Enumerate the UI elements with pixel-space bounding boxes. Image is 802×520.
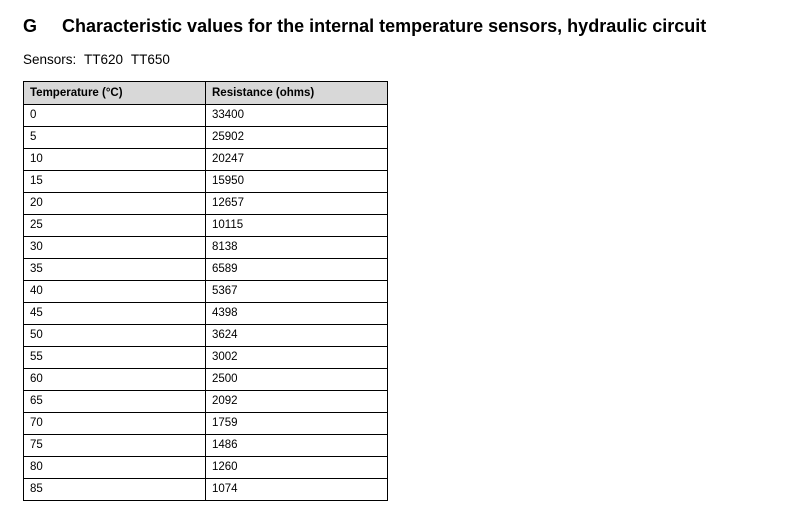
temperature-resistance-table — [23, 81, 388, 501]
table-row — [24, 391, 388, 413]
table-row — [24, 369, 388, 391]
table-row — [24, 479, 388, 501]
resistance-cell: 20247 — [206, 149, 388, 171]
resistance-cell: 1759 — [206, 413, 388, 435]
table-row — [24, 237, 388, 259]
table-row — [24, 281, 388, 303]
resistance-cell: 5367 — [206, 281, 388, 303]
section-heading — [23, 14, 706, 38]
table-row — [24, 259, 388, 281]
resistance-cell: 3002 — [206, 347, 388, 369]
temperature-cell: 35 — [24, 259, 206, 281]
section-title: Characteristic values for the internal temperature sensors, hydraulic circuit — [62, 15, 707, 36]
table-row — [24, 303, 388, 325]
temperature-cell: 55 — [24, 347, 206, 369]
resistance-cell: 1074 — [206, 479, 388, 501]
resistance-cell: 15950 — [206, 171, 388, 193]
resistance-cell: 25902 — [206, 127, 388, 149]
table-row — [24, 193, 388, 215]
table-row — [24, 105, 388, 127]
table-header-row — [24, 82, 388, 105]
resistance-cell: 2500 — [206, 369, 388, 391]
resistance-cell: 6589 — [206, 259, 388, 281]
temperature-cell: 0 — [24, 105, 206, 127]
temperature-cell: 25 — [24, 215, 206, 237]
temperature-cell: 20 — [24, 193, 206, 215]
temperature-cell: 65 — [24, 391, 206, 413]
temperature-cell: 40 — [24, 281, 206, 303]
resistance-cell: 8138 — [206, 237, 388, 259]
table-row — [24, 457, 388, 479]
temperature-cell: 5 — [24, 127, 206, 149]
table-row — [24, 215, 388, 237]
column-header-resistance: Resistance (ohms) — [206, 82, 388, 105]
resistance-cell: 1486 — [206, 435, 388, 457]
temperature-cell: 10 — [24, 149, 206, 171]
sensor-id: TT620 — [84, 52, 124, 67]
column-header-temperature: Temperature (°C) — [24, 82, 206, 105]
table-row — [24, 171, 388, 193]
sensors-line — [23, 52, 170, 67]
resistance-cell: 4398 — [206, 303, 388, 325]
temperature-cell: 75 — [24, 435, 206, 457]
temperature-cell: 60 — [24, 369, 206, 391]
table-row — [24, 435, 388, 457]
table-row — [24, 413, 388, 435]
table-row — [24, 149, 388, 171]
temperature-cell: 80 — [24, 457, 206, 479]
table-row — [24, 347, 388, 369]
table-body — [24, 105, 388, 501]
section-letter: G — [23, 15, 38, 36]
resistance-cell: 10115 — [206, 215, 388, 237]
table-row — [24, 325, 388, 347]
resistance-cell: 2092 — [206, 391, 388, 413]
temperature-cell: 30 — [24, 237, 206, 259]
temperature-cell: 45 — [24, 303, 206, 325]
temperature-cell: 15 — [24, 171, 206, 193]
temperature-cell: 85 — [24, 479, 206, 501]
sensors-label: Sensors: — [23, 52, 77, 67]
resistance-cell: 1260 — [206, 457, 388, 479]
resistance-cell: 3624 — [206, 325, 388, 347]
temperature-cell: 50 — [24, 325, 206, 347]
table-row — [24, 127, 388, 149]
resistance-cell: 12657 — [206, 193, 388, 215]
resistance-cell: 33400 — [206, 105, 388, 127]
sensor-id: TT650 — [130, 52, 170, 67]
temperature-cell: 70 — [24, 413, 206, 435]
